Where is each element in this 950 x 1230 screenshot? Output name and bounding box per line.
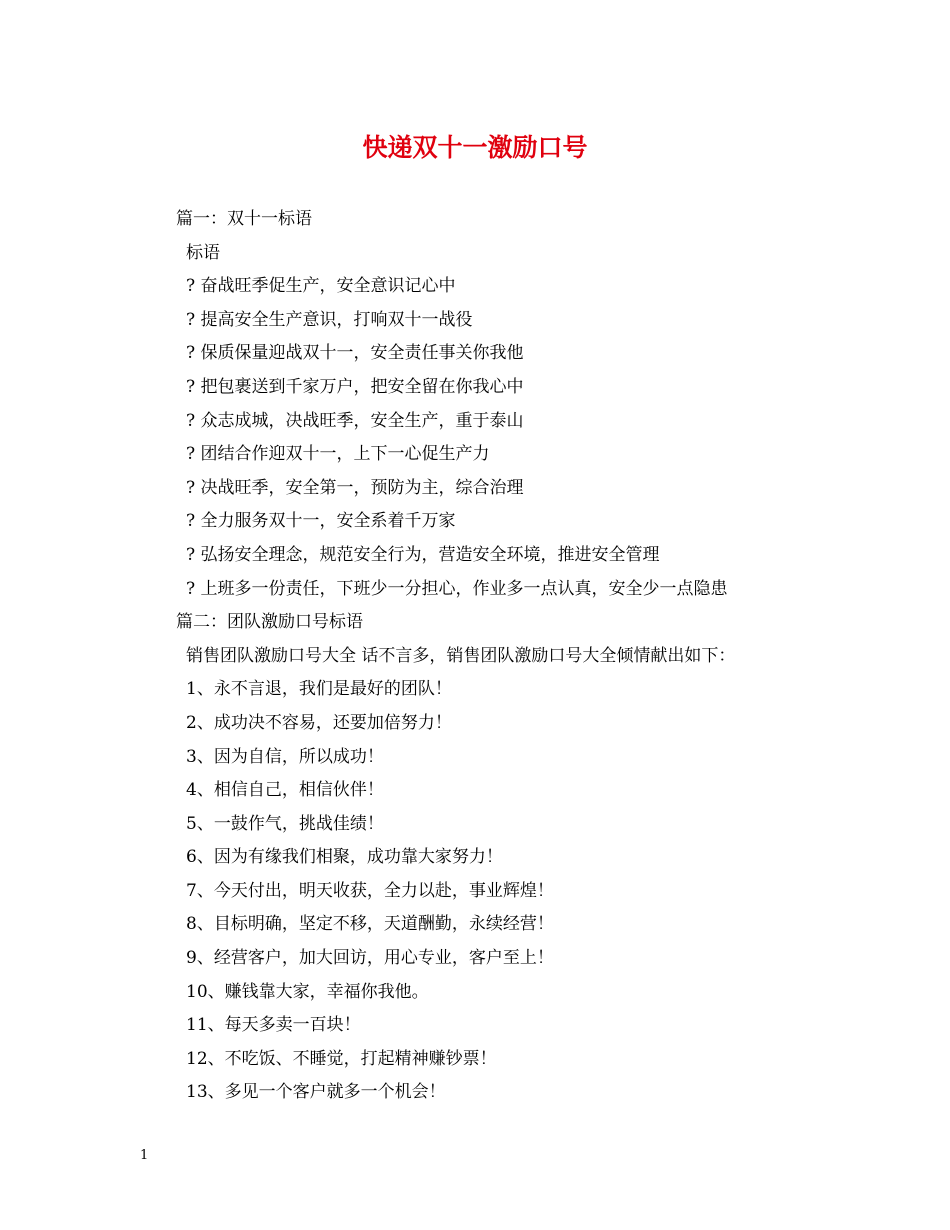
body-line: 销售团队激励口号大全 话不言多，销售团队激励口号大全倾情献出如下： (186, 645, 736, 666)
body-line: ? 保质保量迎战双十一，安全责任事关你我他 (186, 343, 524, 364)
body-line: ? 把包裹送到千家万户，把安全留在你我心中 (186, 376, 524, 397)
body-line: 3、因为自信，所以成功！ (186, 746, 384, 767)
body-line: 5、一鼓作气，挑战佳绩！ (186, 813, 384, 834)
body-line: ? 上班多一份责任，下班少一分担心，作业多一点认真，安全少一点隐患 (186, 578, 728, 599)
body-line: 9、经营客户，加大回访，用心专业，客户至上！ (186, 948, 554, 969)
body-line: 标语 (186, 242, 220, 263)
body-line: 2、成功决不容易，还要加倍努力！ (186, 712, 452, 733)
body-line: ? 团结合作迎双十一，上下一心促生产力 (186, 444, 490, 465)
body-line: 4、相信自己，相信伙伴！ (186, 780, 384, 801)
body-line: ? 众志成城，决战旺季，安全生产，重于泰山 (186, 410, 524, 431)
document-body (176, 203, 876, 1110)
body-line: ? 全力服务双十一，安全系着千万家 (186, 511, 456, 532)
body-line: 10、赚钱靠大家，幸福你我他。 (186, 981, 429, 1002)
body-line: ? 奋战旺季促生产，安全意识记心中 (186, 276, 456, 297)
body-line: 1、永不言退，我们是最好的团队！ (186, 679, 452, 700)
body-line: 6、因为有缘我们相聚，成功靠大家努力！ (186, 847, 503, 868)
body-line: 12、不吃饭、不睡觉，打起精神赚钞票！ (186, 1048, 497, 1069)
section-heading: 篇二：团队激励口号标语 (176, 612, 363, 633)
body-line: ? 弘扬安全理念，规范安全行为，营造安全环境，推进安全管理 (186, 544, 660, 565)
body-line: 11、每天多卖一百块！ (186, 1015, 361, 1036)
body-line: 8、目标明确，坚定不移，天道酬勤，永续经营！ (186, 914, 554, 935)
body-line: 7、今天付出，明天收获，全力以赴，事业辉煌！ (186, 880, 554, 901)
document-title: 快递双十一激励口号 (362, 133, 588, 162)
page-number: 1 (140, 1148, 149, 1163)
body-line: ? 提高安全生产意识，打响双十一战役 (186, 309, 473, 330)
body-line: ? 决战旺季，安全第一，预防为主，综合治理 (186, 477, 524, 498)
body-line: 13、多见一个客户就多一个机会！ (186, 1082, 446, 1103)
section-heading: 篇一：双十一标语 (176, 209, 312, 229)
